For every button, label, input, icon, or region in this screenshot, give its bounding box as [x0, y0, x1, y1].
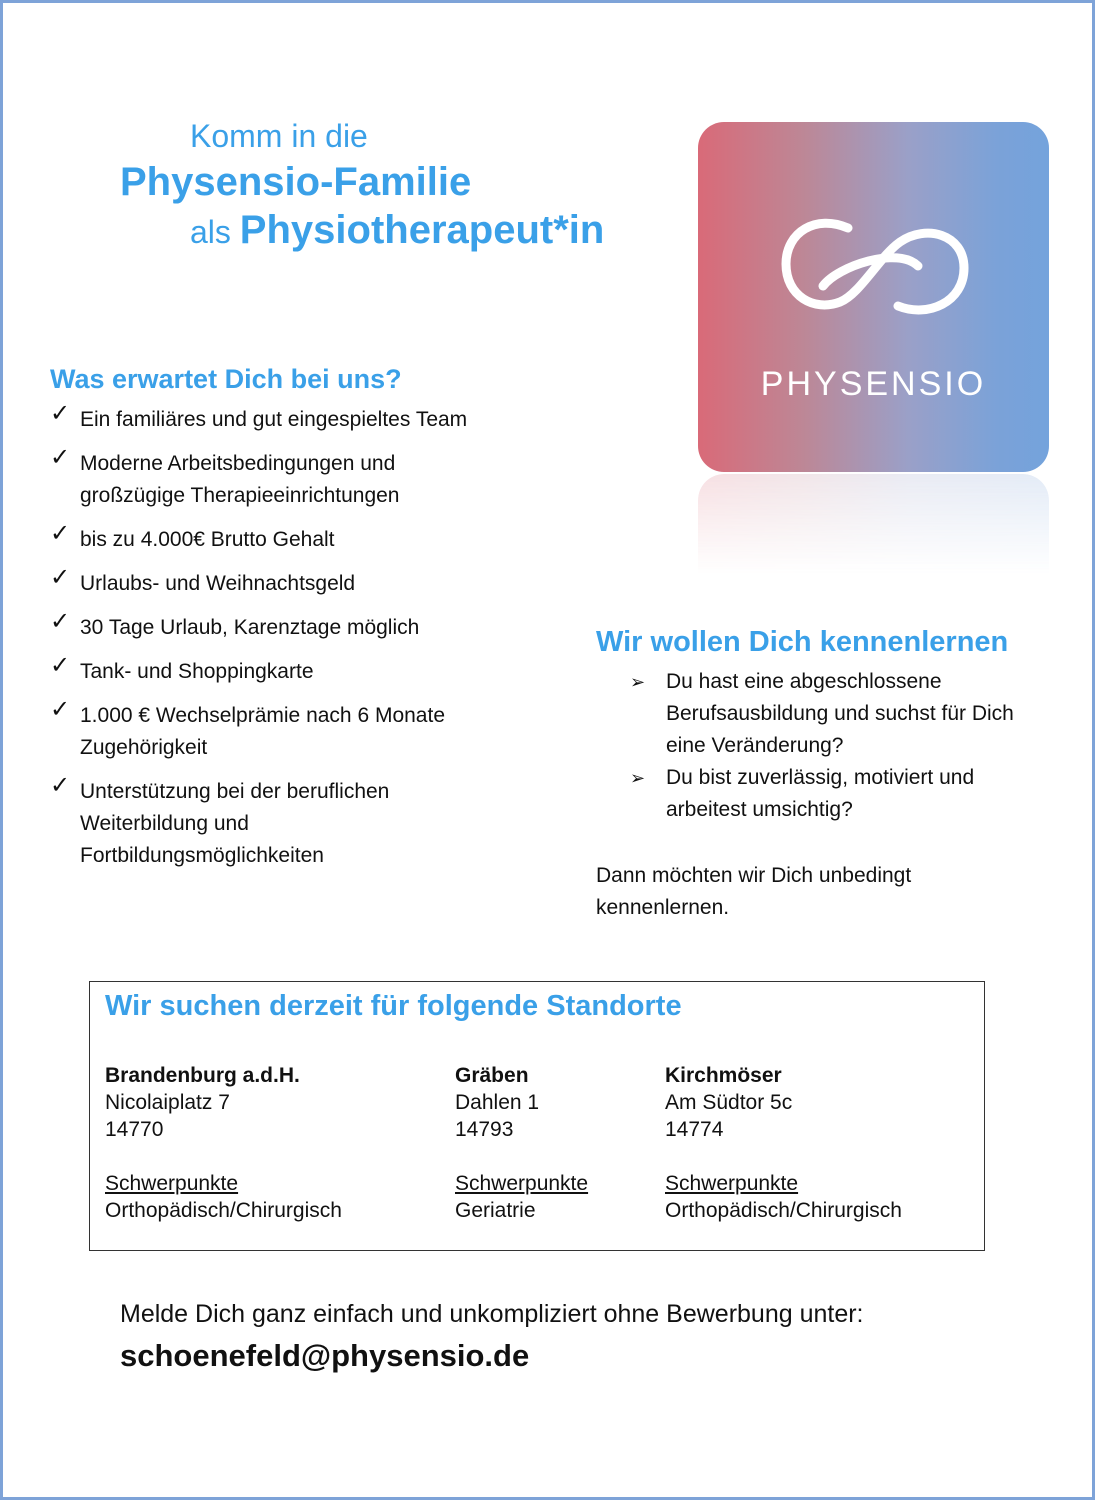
line-text: Unterstützung bei der beruflichen — [80, 780, 390, 803]
check-icon: ✓ — [50, 652, 71, 679]
benefits-heading: Was erwartet Dich bei uns? — [50, 364, 402, 394]
check-icon: ✓ — [50, 400, 71, 427]
location-name: Kirchmöser — [665, 1064, 782, 1087]
requirements-list — [630, 666, 1070, 826]
line-text: Ein familiäres und gut eingespieltes Team — [80, 408, 468, 431]
location-street: Am Südtor 5c — [665, 1091, 793, 1114]
headline-line-1: Komm in die — [190, 118, 368, 154]
benefit-item — [50, 400, 570, 436]
contact-email[interactable]: schoenefeld@physensio.de — [120, 1338, 530, 1373]
check-icon: ✓ — [50, 444, 71, 471]
location-focus-label: Schwerpunkte — [455, 1172, 589, 1195]
location-focus-label: Schwerpunkte — [105, 1172, 239, 1195]
check-icon: ✓ — [50, 696, 71, 723]
locations-heading: Wir suchen derzeit für folgende Standorte — [105, 990, 682, 1022]
check-icon: ✓ — [50, 772, 71, 799]
location-street: Nicolaiplatz 7 — [105, 1091, 230, 1114]
location-graeben — [455, 1062, 588, 1224]
line-text: bis zu 4.000€ Brutto Gehalt — [80, 528, 335, 551]
location-focus-label: Schwerpunkte — [665, 1172, 799, 1195]
benefit-item — [50, 520, 570, 556]
line-text: arbeitest umsichtig? — [666, 798, 853, 821]
benefit-item — [50, 564, 570, 600]
location-street: Dahlen 1 — [455, 1091, 540, 1114]
line-text: Fortbildungsmöglichkeiten — [80, 844, 324, 867]
line-text: Du bist zuverlässig, motiviert und — [666, 766, 975, 789]
headline-line-2: Physensio-Familie — [120, 160, 472, 204]
closing-text — [596, 860, 976, 924]
locations-box — [89, 981, 985, 1251]
physensio-logo — [698, 122, 1049, 472]
benefit-item — [50, 608, 570, 644]
benefit-item — [50, 444, 570, 512]
check-icon: ✓ — [50, 564, 71, 591]
location-zip: 14793 — [455, 1118, 514, 1141]
headline-prefix: als — [190, 214, 240, 250]
location-focus: Geriatrie — [455, 1199, 536, 1222]
location-kirchmoeser — [665, 1062, 902, 1224]
location-focus: Orthopädisch/Chirurgisch — [665, 1199, 902, 1222]
requirement-item — [630, 666, 1070, 762]
job-title: Physiotherapeut*in — [239, 208, 605, 252]
location-brandenburg — [105, 1062, 342, 1224]
headline-line-3 — [190, 208, 604, 253]
line-text: Berufsausbildung und suchst für Dich — [666, 702, 1014, 725]
location-zip: 14774 — [665, 1118, 724, 1141]
benefit-item — [50, 772, 570, 872]
check-icon: ✓ — [50, 520, 71, 547]
line-text: großzügige Therapieeinrichtungen — [80, 484, 400, 507]
logo-wordmark: PHYSENSIO — [760, 365, 987, 403]
line-text: Du hast eine abgeschlossene — [666, 670, 942, 693]
line-text: Moderne Arbeitsbedingungen und — [80, 452, 396, 475]
location-name: Gräben — [455, 1064, 529, 1087]
logo-reflection — [698, 474, 1049, 574]
line-text: Urlaubs- und Weihnachtsgeld — [80, 572, 356, 595]
line-text: 30 Tage Urlaub, Karenztage möglich — [80, 616, 420, 639]
arrow-bullet-icon: ➢ — [630, 768, 646, 788]
contact-text: Melde Dich ganz einfach und unkompliziert ohne Bewerbung unter: — [120, 1300, 864, 1328]
requirement-item — [630, 762, 1070, 826]
line-text: 1.000 € Wechselprämie nach 6 Monate — [80, 704, 445, 727]
location-name: Brandenburg a.d.H. — [105, 1064, 300, 1087]
location-zip: 14770 — [105, 1118, 164, 1141]
requirements-heading: Wir wollen Dich kennenlernen — [596, 626, 1009, 658]
line-text: Tank- und Shoppingkarte — [80, 660, 314, 683]
line-text: Weiterbildung und — [80, 812, 249, 835]
line-text: kennenlernen. — [596, 896, 730, 919]
line-text: eine Veränderung? — [666, 734, 844, 757]
line-text: Dann möchten wir Dich unbedingt — [596, 864, 912, 887]
arrow-bullet-icon: ➢ — [630, 672, 646, 692]
benefit-item — [50, 652, 570, 688]
check-icon: ✓ — [50, 608, 71, 635]
benefit-item — [50, 696, 570, 764]
line-text: Zugehörigkeit — [80, 736, 208, 759]
location-focus: Orthopädisch/Chirurgisch — [105, 1199, 342, 1222]
infinity-s-icon — [778, 206, 973, 336]
benefits-list — [50, 400, 570, 884]
